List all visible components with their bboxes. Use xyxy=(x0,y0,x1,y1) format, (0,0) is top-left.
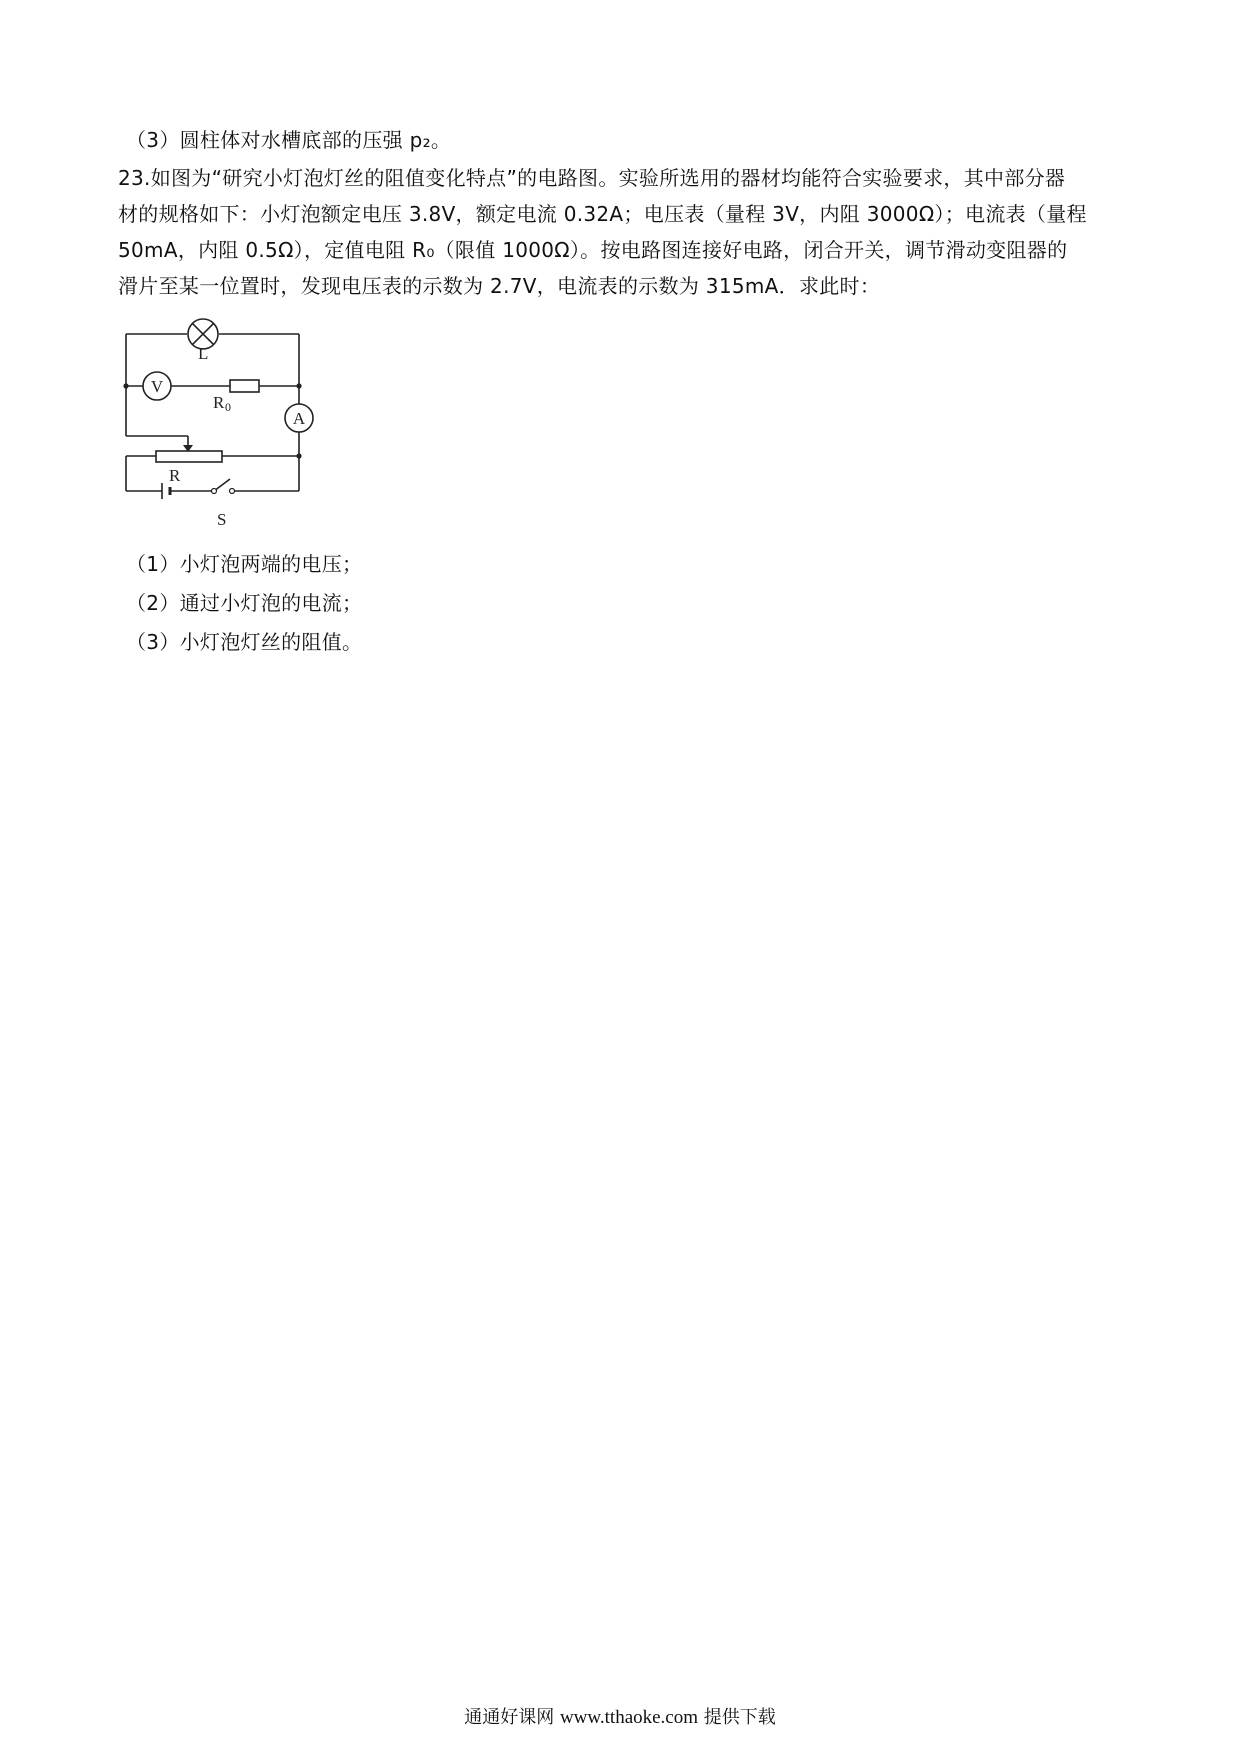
voltmeter-label: V xyxy=(150,377,164,396)
footer-url[interactable]: www.tthaoke.com xyxy=(559,1707,699,1728)
question-line-1: 23.如图为“研究小灯泡灯丝的阻值变化特点”的电路图。实验所选用的器材均能符合实验要求，其中部分器 xyxy=(118,166,1066,190)
sub-question-3: （3）小灯泡灯丝的阻值。 xyxy=(126,630,363,654)
fixed-resistor-symbol xyxy=(230,380,259,392)
ammeter-label: A xyxy=(292,409,306,428)
question-line-4: 滑片至某一位置时，发现电压表的示数为 2.7V，电流表的示数为 315mA．求此时： xyxy=(118,274,881,298)
rheostat-symbol xyxy=(156,451,222,462)
sub-question-2: （2）通过小灯泡的电流； xyxy=(126,591,363,615)
circuit-diagram xyxy=(118,315,318,540)
footer-site-name: 通通好课网 xyxy=(464,1707,555,1728)
junction-dot xyxy=(296,453,301,458)
junction-dot xyxy=(296,383,301,388)
question-line-3: 50mA，内阻 0.5Ω），定值电阻 R₀（限值 1000Ω）。按电路图连接好电路，闭合开关，调节滑动变阻器的 xyxy=(118,238,1068,262)
switch-label: S xyxy=(217,510,227,529)
sub-question-1: （1）小灯泡两端的电压； xyxy=(126,552,363,576)
question-line-2: 材的规格如下：小灯泡额定电压 3.8V，额定电流 0.32A；电压表（量程 3V，内阻 3000Ω）；电流表（量程 xyxy=(118,202,1087,226)
footer-suffix: 提供下载 xyxy=(703,1707,776,1728)
junction-dot xyxy=(123,383,128,388)
page-footer xyxy=(0,1706,1240,1730)
fixed-resistor-label: R xyxy=(213,393,225,412)
rheostat-label: R xyxy=(169,466,181,485)
lamp-label: L xyxy=(198,344,209,363)
fixed-resistor-subscript: 0 xyxy=(225,400,231,414)
prev-question-part: （3）圆柱体对水槽底部的压强 p₂。 xyxy=(126,128,452,152)
